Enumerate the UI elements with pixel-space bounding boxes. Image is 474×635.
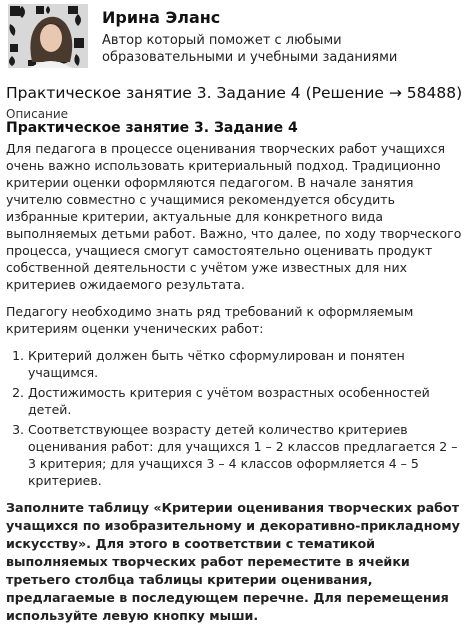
author-name[interactable]: Ирина Эланс bbox=[102, 8, 221, 27]
author-description: Автор который поможет с любыми образовательными и учебными заданиями bbox=[102, 33, 398, 65]
task-description bbox=[6, 140, 468, 635]
avatar-photo-icon bbox=[8, 4, 88, 68]
requirements-intro: Педагогу необходимо знать ряд требований к оформляемым критериям оценки ученических работ: bbox=[6, 304, 414, 336]
list-item: 1. Критерий должен быть чётко сформулирован и понятен учащимся. bbox=[28, 347, 468, 381]
section-label: Описание bbox=[6, 107, 69, 121]
page-title: Практическое занятие 3. Задание 4 (Решение → 58488) bbox=[6, 84, 463, 102]
intro-paragraph: Для педагога в процессе оценивания творческих работ учащихся очень важно использовать критериальный подход. Традиционно критерии оценки оформляются педагогом. В начале занятия учителю совместно с учащимися рекомендуется обсудить избранные критерии, актуальные для конкретного вида выполняемых детьми работ. Важно, что далее, по ходу творческого процесса, учащиеся смогут самостоятельно оценивать продукт собственной деятельности с учётом уже известных для них критериев ожидаемого результата. bbox=[6, 141, 462, 292]
list-item: 3. Соответствующее возрасту детей количество критериев оценивания работ: для учащихся 1 – 2 классов предлагается 2 – 3 критерия; для учащихся 3 – 4 классов оформляется 4 – 5 критериев. bbox=[28, 421, 468, 489]
author-card bbox=[8, 4, 468, 72]
list-item: 2. Достижимость критерия с учётом возрастных особенностей детей. bbox=[28, 384, 468, 418]
requirements-list bbox=[6, 347, 468, 489]
instruction-paragraph: Заполните таблицу «Критерии оценивания творческих работ учащихся по изобразительному и декоративно-прикладному искусству». Для этого в соответствии с тематикой выполняемых творческих работ переместите в ячейки третьего столбца таблицы критерии оценивания, предлагаемые в последующем перечне. Для перемещения используйте левую кнопку мыши. bbox=[6, 500, 460, 623]
task-heading: Практическое занятие 3. Задание 4 bbox=[6, 120, 298, 136]
avatar[interactable] bbox=[8, 4, 88, 68]
